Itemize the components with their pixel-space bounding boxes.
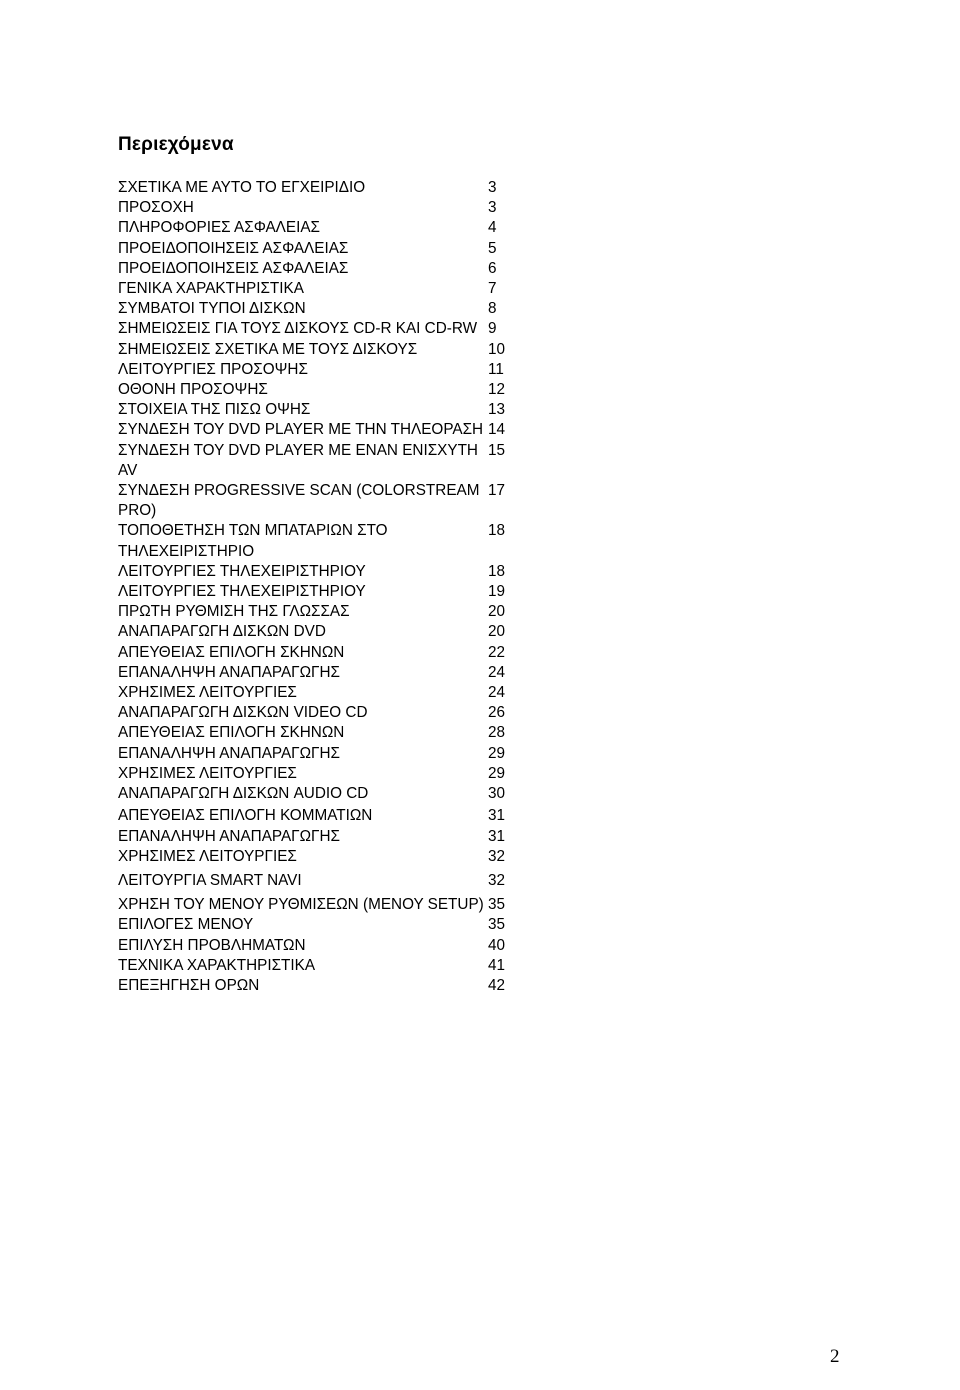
toc-entry-title: ΛΕΙΤΟΥΡΓΙΕΣ ΠΡΟΣΟΨΗΣ: [118, 360, 308, 378]
toc-entry[interactable]: [118, 643, 518, 663]
toc-entry-title: ΓΕΝΙΚΑ ΧΑΡΑΚΤΗΡΙΣΤΙΚΑ: [118, 280, 304, 298]
toc-entry-page: 5: [488, 239, 497, 257]
toc-entry[interactable]: [118, 340, 518, 360]
toc-entry[interactable]: [118, 299, 518, 319]
toc-entry-page: 22: [488, 643, 506, 661]
toc-entry-page: 9: [488, 320, 497, 338]
toc-entry[interactable]: [118, 663, 518, 683]
toc-entry[interactable]: [118, 259, 518, 279]
toc-entry[interactable]: [118, 360, 518, 380]
toc-entry[interactable]: [118, 400, 518, 420]
toc-entry-page: 8: [488, 300, 497, 318]
toc-entry[interactable]: [118, 481, 518, 521]
toc-entry[interactable]: [118, 723, 518, 743]
toc-entry-page: 19: [488, 583, 506, 601]
toc-entry-page: 20: [488, 603, 506, 621]
toc-entry[interactable]: [118, 764, 518, 784]
toc-entry-title: ΠΡΟΣΟΧΗ: [118, 199, 194, 217]
toc-entry-page: 18: [488, 522, 506, 540]
toc-entry-page: 24: [488, 684, 506, 702]
toc-entry-page: 7: [488, 280, 497, 298]
toc-entry-title: ΑΠΕΥΘΕΙΑΣ ΕΠΙΛΟΓΗ ΣΚΗΝΩΝ: [118, 643, 345, 661]
toc-entry-title: ΣΥΜΒΑΤΟΙ ΤΥΠΟΙ ΔΙΣΚΩΝ: [118, 300, 306, 318]
toc-entry-page: 20: [488, 623, 506, 641]
toc-entry-title: ΧΡΗΣΙΜΕΣ ΛΕΙΤΟΥΡΓΙΕΣ: [118, 764, 297, 782]
page-title: Περιεχόμενα: [118, 134, 234, 155]
table-of-contents: [118, 178, 518, 996]
toc-entry[interactable]: [118, 198, 518, 218]
toc-entry-title: ΣΗΜΕΙΩΣΕΙΣ ΓΙΑ ΤΟΥΣ ΔΙΣΚΟΥΣ CD-R ΚΑΙ CD-RW: [118, 320, 478, 338]
toc-entry-page: 11: [488, 360, 504, 378]
toc-entry-page: 3: [488, 179, 497, 196]
toc-entry[interactable]: [118, 895, 518, 915]
toc-entry-title: ΕΠΙΛΟΓΕΣ ΜΕΝΟΥ: [118, 916, 254, 934]
toc-entry-title: ΛΕΙΤΟΥΡΓΙΕΣ ΤΗΛΕΧΕΙΡΙΣΤΗΡΙΟΥ: [118, 562, 366, 580]
toc-entry-page: 28: [488, 724, 506, 742]
toc-entry[interactable]: [118, 956, 518, 976]
toc-entry-title: ΟΘΟΝΗ ΠΡΟΣΟΨΗΣ: [118, 381, 268, 399]
toc-entry-title: ΠΡΟΕΙΔΟΠΟΙΗΣΕΙΣ ΑΣΦΑΛΕΙΑΣ: [118, 239, 349, 257]
toc-entry-title: ΣΧΕΤΙΚΑ ΜΕ ΑΥΤΟ ΤΟ ΕΓΧΕΙΡΙΔΙΟ: [118, 179, 366, 196]
toc-entry-page: 13: [488, 401, 506, 419]
toc-entry-title: ΣΥΝΔΕΣΗ PROGRESSIVE SCAN (COLORSTREAM PRO): [118, 482, 480, 520]
toc-entry-page: 41: [488, 956, 506, 974]
toc-entry-page: 3: [488, 199, 497, 217]
toc-entry[interactable]: [118, 936, 518, 956]
toc-entry[interactable]: [118, 582, 518, 602]
toc-entry-title: ΑΝΑΠΑΡΑΓΩΓΗ ΔΙΣΚΩΝ AUDIO CD: [118, 785, 369, 803]
toc-entry-title: ΠΛΗΡΟΦΟΡΙΕΣ ΑΣΦΑΛΕΙΑΣ: [118, 219, 320, 237]
toc-entry-title: ΤΟΠΟΘΕΤΗΣΗ ΤΩΝ ΜΠΑΤΑΡΙΩΝ ΣΤΟ ΤΗΛΕΧΕΙΡΙΣΤΗΡΙΟ: [118, 522, 388, 560]
toc-entry-page: 30: [488, 785, 506, 803]
toc-entry[interactable]: [118, 279, 518, 299]
toc-entry[interactable]: [118, 420, 518, 440]
toc-entry-page: 35: [488, 916, 506, 934]
toc-entry[interactable]: [118, 239, 518, 259]
toc-entry-title: ΕΠΑΝΑΛΗΨΗ ΑΝΑΠΑΡΑΓΩΓΗΣ: [118, 827, 340, 845]
toc-entry[interactable]: [118, 847, 518, 867]
toc-entry-title: ΛΕΙΤΟΥΡΓΙΕΣ ΤΗΛΕΧΕΙΡΙΣΤΗΡΙΟΥ: [118, 583, 366, 601]
toc-entry-title: ΑΝΑΠΑΡΑΓΩΓΗ ΔΙΣΚΩΝ VIDEO CD: [118, 704, 368, 722]
toc-entry[interactable]: [118, 622, 518, 642]
toc-entry-title: ΧΡΗΣΗ ΤΟΥ ΜΕΝΟΥ ΡΥΘΜΙΣΕΩΝ (ΜΕΝΟΥ SETUP): [118, 896, 484, 914]
toc-entry-page: 31: [488, 827, 506, 845]
toc-entry-page: 18: [488, 562, 506, 580]
toc-entry-page: 14: [488, 421, 506, 439]
toc-entry-title: ΣΤΟΙΧΕΙΑ ΤΗΣ ΠΙΣΩ ΟΨΗΣ: [118, 401, 311, 419]
toc-entry-title: ΠΡΟΕΙΔΟΠΟΙΗΣΕΙΣ ΑΣΦΑΛΕΙΑΣ: [118, 259, 349, 277]
toc-entry-title: ΧΡΗΣΙΜΕΣ ΛΕΙΤΟΥΡΓΙΕΣ: [118, 684, 297, 702]
toc-entry-title: ΑΠΕΥΘΕΙΑΣ ΕΠΙΛΟΓΗ ΣΚΗΝΩΝ: [118, 724, 345, 742]
toc-entry-page: 40: [488, 936, 506, 954]
toc-entry-page: 32: [488, 847, 506, 865]
toc-entry-title: ΣΗΜΕΙΩΣΕΙΣ ΣΧΕΤΙΚΑ ΜΕ ΤΟΥΣ ΔΙΣΚΟΥΣ: [118, 340, 418, 358]
toc-entry-page: 10: [488, 340, 506, 358]
toc-entry[interactable]: [118, 784, 518, 804]
toc-entry-title: ΕΠΙΛΥΣΗ ΠΡΟΒΛΗΜΑΤΩΝ: [118, 936, 306, 954]
toc-entry[interactable]: [118, 319, 518, 339]
toc-entry-title: ΕΠΕΞΗΓΗΣΗ ΟΡΩΝ: [118, 976, 260, 994]
toc-entry-title: ΛΕΙΤΟΥΡΓΙΑ SMART NAVI: [118, 871, 302, 889]
toc-entry-page: 35: [488, 896, 506, 914]
toc-entry[interactable]: [118, 806, 518, 826]
toc-entry-title: ΠΡΩΤΗ ΡΥΘΜΙΣΗ ΤΗΣ ΓΛΩΣΣΑΣ: [118, 603, 350, 621]
toc-entry-page: 31: [488, 807, 506, 825]
toc-entry-title: ΕΠΑΝΑΛΗΨΗ ΑΝΑΠΑΡΑΓΩΓΗΣ: [118, 744, 340, 762]
toc-entry[interactable]: [118, 703, 518, 723]
toc-entry[interactable]: [118, 871, 518, 891]
toc-entry-page: 32: [488, 871, 506, 889]
toc-entry-page: 17: [488, 482, 506, 500]
toc-entry[interactable]: [118, 602, 518, 622]
toc-entry[interactable]: [118, 562, 518, 582]
toc-entry[interactable]: [118, 521, 518, 561]
toc-entry-page: 42: [488, 976, 506, 994]
toc-entry[interactable]: [118, 178, 518, 198]
toc-entry[interactable]: [118, 744, 518, 764]
toc-entry-page: 24: [488, 663, 506, 681]
page-number: 2: [830, 1346, 840, 1367]
toc-entry-page: 4: [488, 219, 497, 237]
toc-entry-page: 29: [488, 764, 506, 782]
toc-entry-title: ΑΝΑΠΑΡΑΓΩΓΗ ΔΙΣΚΩΝ DVD: [118, 623, 326, 641]
toc-entry[interactable]: [118, 915, 518, 935]
toc-entry[interactable]: [118, 683, 518, 703]
toc-entry-page: 12: [488, 381, 506, 399]
toc-entry-title: ΧΡΗΣΙΜΕΣ ΛΕΙΤΟΥΡΓΙΕΣ: [118, 847, 297, 865]
toc-entry[interactable]: [118, 827, 518, 847]
toc-entry-title: ΣΥΝΔΕΣΗ ΤΟΥ DVD PLAYER ΜΕ ΤΗΝ ΤΗΛΕΟΡΑΣΗ: [118, 421, 484, 439]
toc-entry[interactable]: [118, 441, 518, 481]
toc-entry[interactable]: [118, 976, 518, 996]
toc-entry-page: 15: [488, 441, 506, 459]
toc-entry[interactable]: [118, 380, 518, 400]
toc-entry-title: ΕΠΑΝΑΛΗΨΗ ΑΝΑΠΑΡΑΓΩΓΗΣ: [118, 663, 340, 681]
toc-entry-title: ΣΥΝΔΕΣΗ ΤΟΥ DVD PLAYER ΜΕ ΕΝΑΝ ΕΝΙΣΧΥΤΗ AV: [118, 441, 478, 479]
toc-entry-title: ΤΕΧΝΙΚΑ ΧΑΡΑΚΤΗΡΙΣΤΙΚΑ: [118, 956, 316, 974]
toc-entry-page: 6: [488, 259, 497, 277]
toc-entry[interactable]: [118, 218, 518, 238]
toc-entry-title: ΑΠΕΥΘΕΙΑΣ ΕΠΙΛΟΓΗ ΚΟΜΜΑΤΙΩΝ: [118, 807, 373, 825]
toc-entry-page: 26: [488, 704, 506, 722]
toc-entry-page: 29: [488, 744, 506, 762]
